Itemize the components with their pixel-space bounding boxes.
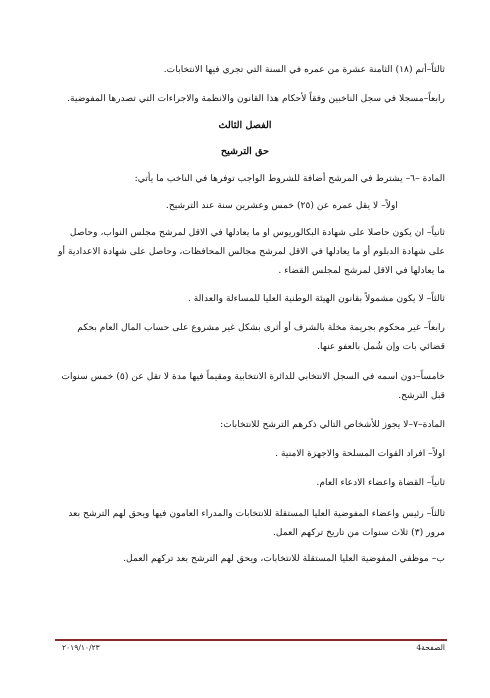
- chapter-heading: الفصل الثالث: [218, 120, 272, 131]
- footer-rule: [55, 639, 447, 641]
- paragraph-line: رابعاً–مسجلا في سجل الناخبين وفقاً لأحكام هذا القانون والانظمة والاجراءات التي تصدرها المفوضية.: [67, 93, 445, 104]
- article-6-item: ثالثاً– لا يكون مشمولاً بقانون الهيئة الوطنية العليا للمساءلة والعدالة .: [187, 293, 445, 304]
- paragraph-line: على شهادة الدبلوم أو ما يعادلها في الاقل لمرشح مجالس المحافظات، وحاصل على شهادة الاعدادية أو: [58, 246, 445, 257]
- paragraph-line: ثالثاً–أتم (١٨) الثامنة عشرة من عمره في السنة التي تجري فيها الانتخابات.: [163, 64, 445, 75]
- article-6-item: رابعاً– غير محكوم بجريمة مخلة بالشرف أو أثرى بشكل غير مشروع على حساب المال العام بحكم: [77, 322, 445, 333]
- article-7-item: ثانياً– القضاة واعضاء الادعاء العام.: [316, 477, 445, 488]
- chapter-title: حق الترشيح: [220, 146, 270, 157]
- article-6-item: ثانياً– ان يكون حاصلا على شهادة البكالوريوس او ما يعادلها في الاقل لمرشح مجلس النواب، وحاصل: [69, 227, 445, 238]
- article-7-heading: المادة–٧–لا يجوز للأشخاص التالي ذكرهم الترشح للانتخابات:: [220, 419, 445, 430]
- article-7-item: ثالثاً– رئيس واعضاء المفوضية العليا المستقلة للانتخابات والمدراء العامون فيها ويحق لهم الترشح بعد: [68, 508, 445, 519]
- article-6-item: خامساً–دون اسمه في السجل الانتخابي للدائرة الانتخابية ومقيماً فيها مدة لا تقل عن (٥) خمس سنوات: [61, 371, 445, 382]
- article-7-item: ب– موظفي المفوضية العليا المستقلة للانتخابات، ويحق لهم الترشح بعد تركهم العمل.: [123, 553, 445, 564]
- paragraph-line: قبل الترشح.: [398, 390, 445, 401]
- page-number: الصفحة4: [416, 643, 445, 652]
- paragraph-line: ما يعادلها في الاقل لمرشح لمجلس القضاء .: [278, 265, 445, 276]
- paragraph-line: قضائي بات وإن شُمل بالعفو عنها.: [317, 341, 445, 352]
- article-7-item: اولاً– افراد القوات المسلحة والاجهزة الامنية .: [275, 448, 445, 459]
- footer-date: ٢٠١٩/١٠/٢٣: [62, 643, 100, 652]
- paragraph-line: مرور (٣) ثلاث سنوات من تاريخ تركهم العمل.: [272, 527, 445, 538]
- article-6-heading: المادة –٦– يشترط في المرشح أضافة للشروط الواجب توفرها في الناخب ما يأتي:: [134, 173, 445, 184]
- article-6-item: اولاً– لا يقل عمره عن (٢٥) خمس وعشرين سنة عند الترشيح.: [165, 200, 398, 211]
